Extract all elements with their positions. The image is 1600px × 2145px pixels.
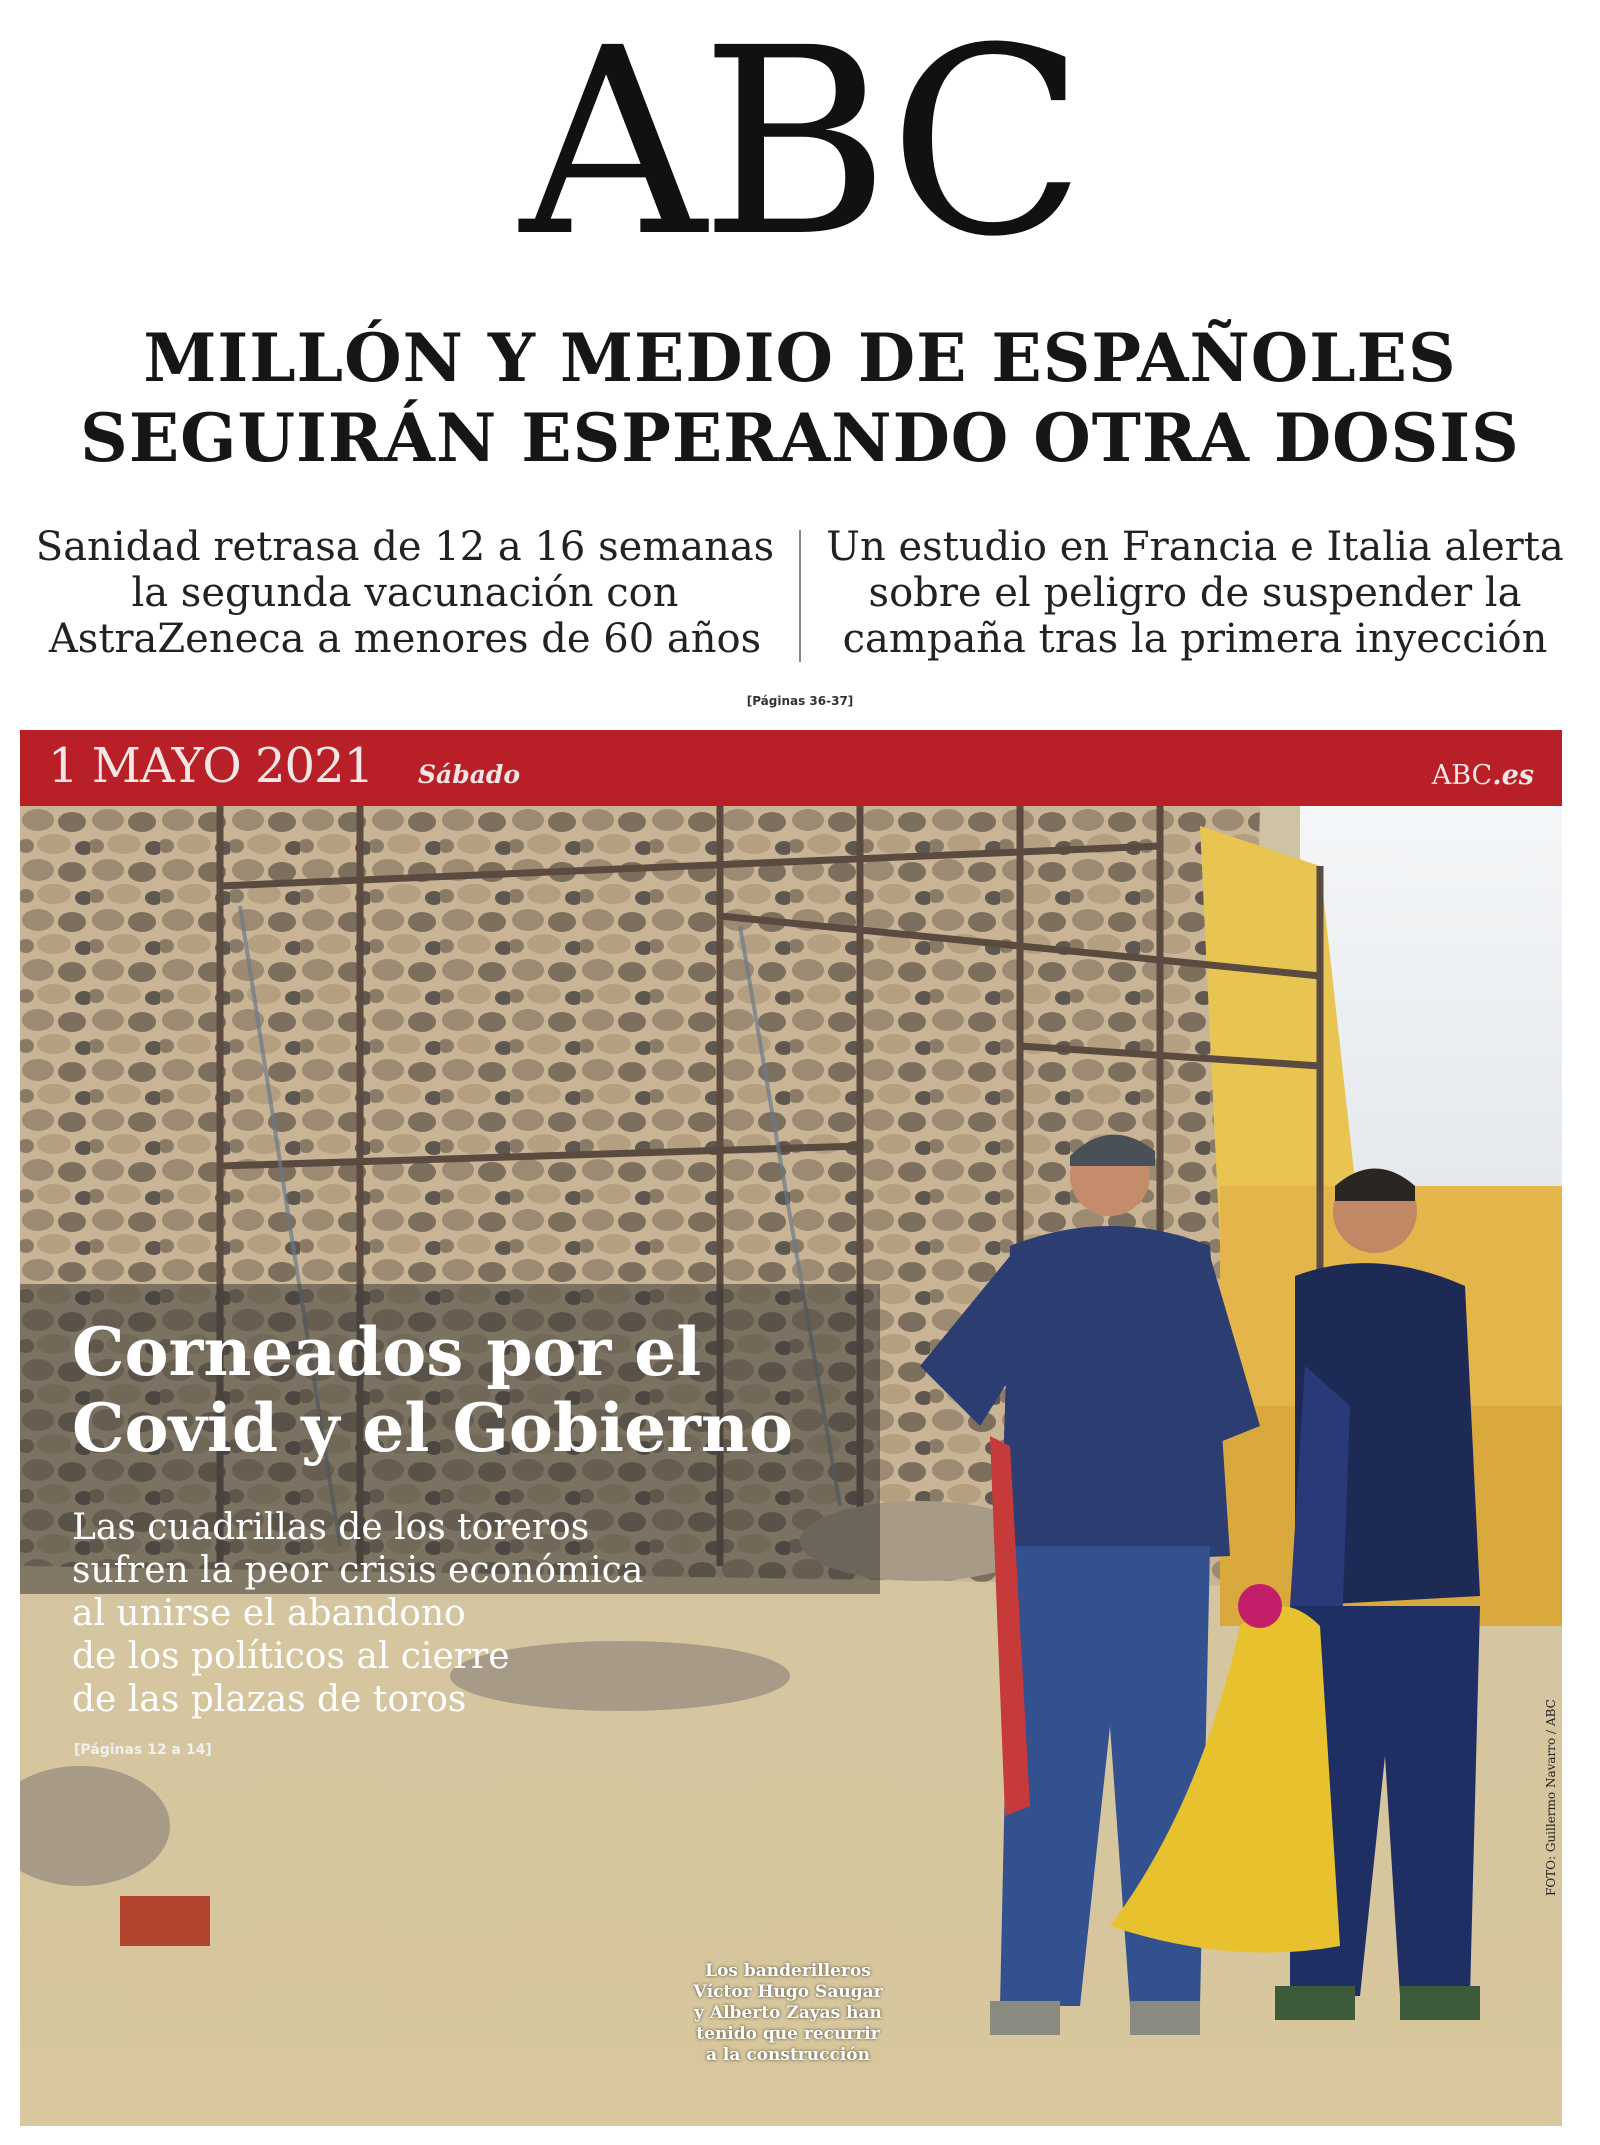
cover-photo[interactable] <box>20 806 1562 2126</box>
feature-subtitle-line: de las plazas de toros <box>72 1679 467 1720</box>
subheadline-right-line: Un estudio en Francia e Italia alerta <box>826 524 1564 570</box>
feature-subtitle-line: sufren la peor crisis económica <box>72 1550 644 1591</box>
photo-caption-line: Víctor Hugo Saugar <box>693 1982 883 2002</box>
feature-title-line: Corneados por el <box>72 1313 702 1391</box>
subheadline-right-line: sobre el peligro de suspender la <box>868 570 1522 616</box>
feature-subtitle-line: de los políticos al cierre <box>72 1636 510 1677</box>
feature-subtitle-line: al unirse el abandono <box>72 1593 466 1634</box>
masthead-logo: ABC <box>519 0 1081 293</box>
photo-caption-line: tenido que recurrir <box>696 2024 880 2044</box>
photo-credit: FOTO: Guillermo Navarro / ABC <box>1544 1699 1558 1896</box>
site-prefix: ABC <box>1431 760 1493 791</box>
photo-caption-line: a la construcción <box>706 2045 870 2065</box>
subheadline-left <box>20 524 790 662</box>
photo-caption <box>688 1961 888 2066</box>
subheadline-right <box>810 524 1580 662</box>
feature-pages-ref: [Páginas 12 a 14] <box>74 1742 212 1758</box>
date-bar <box>20 730 1562 806</box>
feature-subtitle <box>72 1506 643 1721</box>
main-headline[interactable] <box>0 318 1600 478</box>
headline-line-2: SEGUIRÁN ESPERANDO OTRA DOSIS <box>80 399 1520 477</box>
feature-title-line: Covid y el Gobierno <box>72 1389 793 1467</box>
issue-weekday: Sábado <box>418 760 521 789</box>
subheadline-divider <box>799 530 801 662</box>
subheadline-pages-ref: [Páginas 36-37] <box>746 694 854 708</box>
photo-caption-line: Los banderilleros <box>705 1961 871 1981</box>
subheadline-left-line: la segunda vacunación con <box>131 570 679 616</box>
subheadline-left-line: AstraZeneca a menores de 60 años <box>48 616 762 662</box>
feature-subtitle-line: Las cuadrillas de los toreros <box>72 1507 590 1548</box>
subheadline-left-line: Sanidad retrasa de 12 a 16 semanas <box>35 524 775 570</box>
photo-caption-line: y Alberto Zayas han <box>694 2003 882 2023</box>
headline-line-1: MILLÓN Y MEDIO DE ESPAÑOLES <box>143 319 1457 397</box>
site-suffix: .es <box>1492 760 1534 791</box>
subheadlines <box>20 524 1580 674</box>
issue-date: 1 MAYO 2021 <box>48 738 374 794</box>
subheadline-right-line: campaña tras la primera inyección <box>842 616 1548 662</box>
site-link[interactable] <box>1432 760 1534 791</box>
feature-title[interactable] <box>72 1314 793 1466</box>
